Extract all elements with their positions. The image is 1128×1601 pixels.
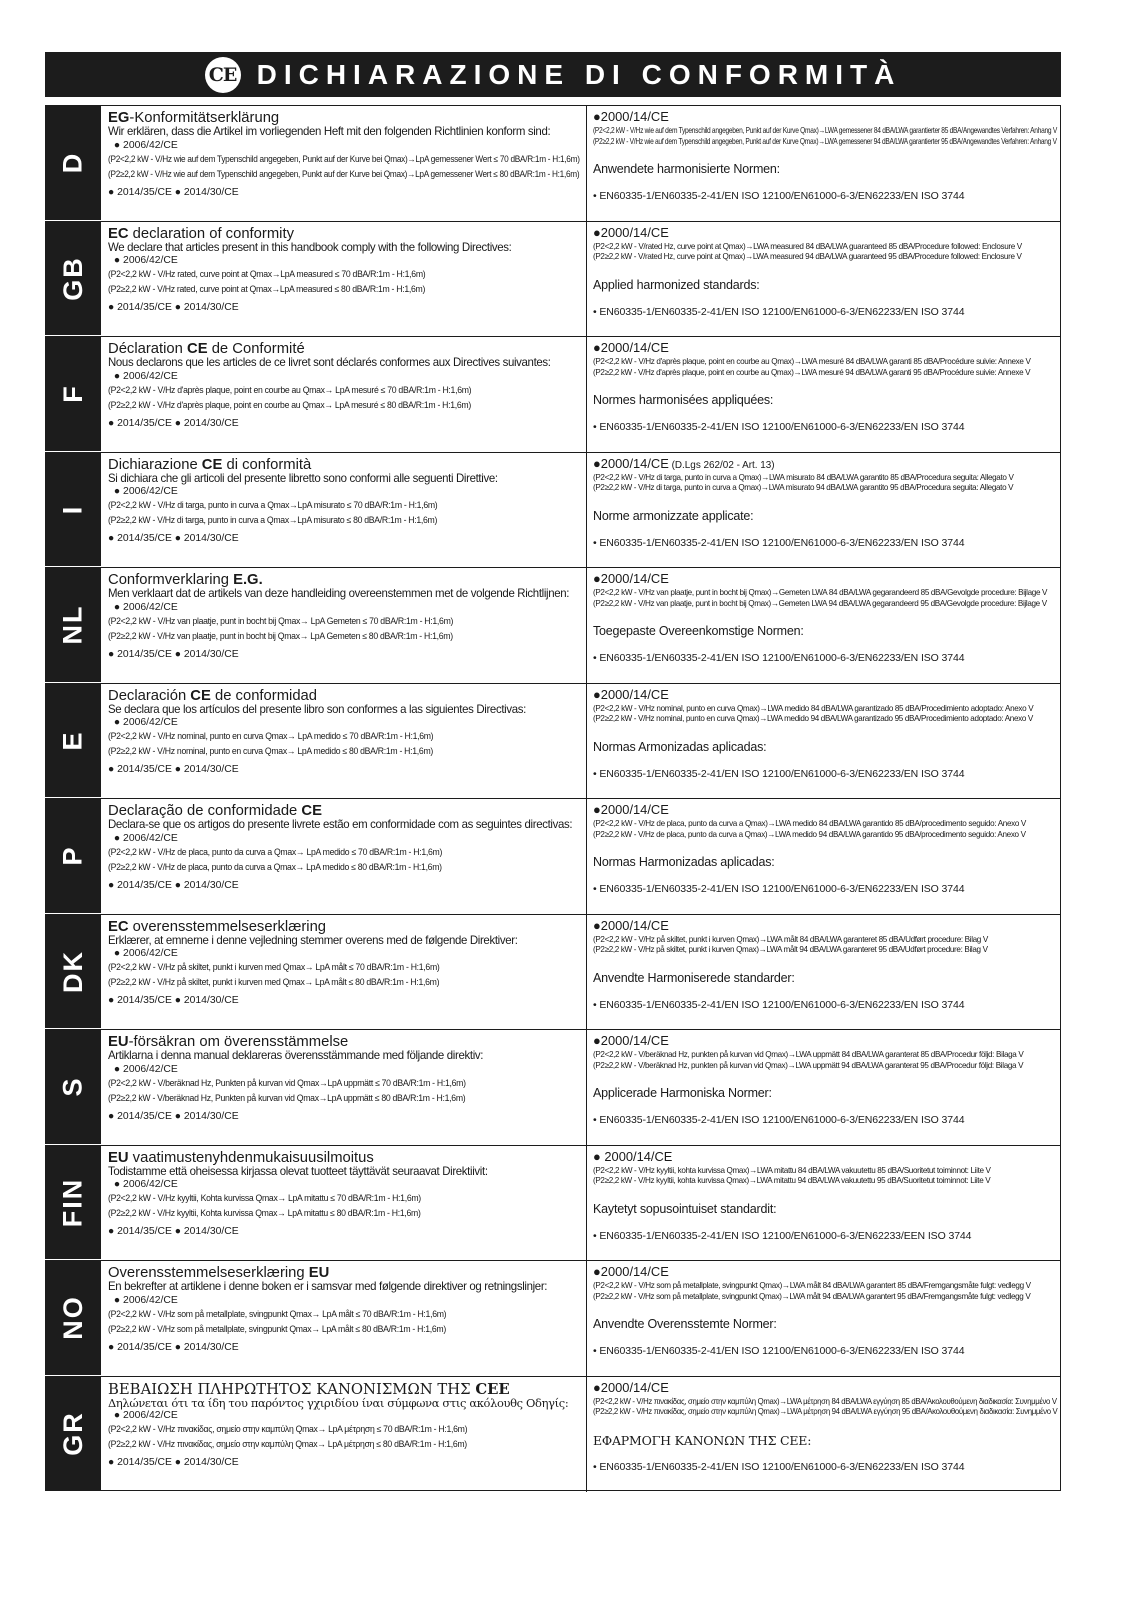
directive-machinery: ● 2006/42/CE [113,716,178,728]
language-code-cell [45,1377,101,1493]
standards-label: Applied harmonized standards: [593,277,760,292]
language-code-cell [45,799,101,914]
standards-list: • EN60335-1/EN60335-2-41/EN ISO 12100/EN61000-6-3/EN62233/EN ISO 3744 [593,767,965,780]
noise-line-low: (P2<2,2 kW - V/Hz van plaatje, punt in bocht bij Qmax→ LpA Gemeten ≤ 70 dBA/R:1m - H:1,6m) [108,615,454,626]
lwa-line-high: (P2≥2,2 kW - V/Hz kyyltii, kohta kurvissa Qmax)→LWA mitattu 94 dBA/LWA vakuutettu 95 dBA/Suoritetut toiminnot: Liite V [593,1176,991,1185]
declaration-intro: Declara-se que os artigos do presente livrete estão em conformidade com as seguintes directivas: [108,818,573,831]
directive-outdoor-noise-code: ●2000/14/CE [593,1379,669,1395]
directive-machinery: ● 2006/42/CE [113,1293,178,1306]
directive-outdoor-noise-code: ●2000/14/CE [593,1264,669,1279]
lwa-line-low: (P2<2,2 kW - V/Hz nominal, punto en curva Qmax)→LWA medido 84 dBA/LWA garantizado 85 dBA/Procedimiento adoptado: Anexo V [593,703,1034,713]
standards-list: • EN60335-1/EN60335-2-41/EN ISO 12100/EN61000-6-3/EN62233/EN ISO 3744 [593,421,965,433]
lwa-line-high: (P2≥2,2 kW - V/Hz van plaatje, punt in bocht bij Qmax)→Gemeten LWA 94 dBA/LWA gegarandeerd 95 dBA/Gevolgde procedure: Bijlage V [593,598,1047,608]
language-code: E [57,730,88,751]
standards-list: • EN60335-1/EN60335-2-41/EN ISO 12100/EN61000-6-3/EN62233/EEN ISO 3744 [593,1229,972,1242]
language-code: NO [57,1295,88,1340]
directives-lvd-emc: ● 2014/35/CE ● 2014/30/CE [108,185,239,198]
language-code-cell [45,337,101,452]
title-rest: -försäkran om överensstämmelse [128,1033,349,1050]
language-code: P [57,845,88,866]
noise-line-low: (P2<2,2 kW - V/Hz rated, curve point at Qmax→LpA measured ≤ 70 dBA/R:1m - H:1,6m) [108,269,426,279]
title-bold: CEE [475,1379,510,1398]
lwa-line-high: (P2≥2,2 kW - V/Hz wie auf dem Typenschild angegeben, Punkt auf der Kurve Qmax)→LWA gemessener 94 dBA/LWA garantierter 95 dBA/Angewandtes Verfahren: Anhang V [593,136,1057,146]
title-bold: CE [201,455,223,473]
declaration-intro: Todistamme että oheisessa kirjassa olevat tuotteet täyttävät seuraavat Direktiivit: [108,1164,488,1178]
directive-outdoor-noise-code: ●2000/14/CE [593,109,669,124]
declaration-left [101,106,587,221]
title-bold: EU [108,1148,129,1166]
standards-list: • EN60335-1/EN60335-2-41/EN ISO 12100/EN61000-6-3/EN62233/EN ISO 3744 [593,998,965,1011]
noise-line-high: (P2≥2,2 kW - V/Hz wie auf dem Typenschild angegeben, Punkt auf der Kurve bei Qmax)→LpA gemessener Wert ≤ 80 dBA/R:1m - H:1,6m) [108,168,580,179]
standards-label: Norme armonizzate applicate: [593,508,754,523]
title-prefix: Dichiarazione [108,455,202,473]
language-code: I [57,504,88,515]
lwa-line-low: (P2<2,2 kW - V/Hz kyyltii, kohta kurvissa Qmax)→LWA mitattu 84 dBA/LWA vakuutettu 85 dBA/Suoritetut toiminnot: Liite V [593,1165,991,1175]
declaration-intro: Men verklaart dat de artikels van deze handleiding overeenstemmen met de volgende Richtlijnen: [108,587,570,600]
directive-outdoor-noise-code: ●2000/14/CE [593,340,669,355]
page-title: DICHIARAZIONE DI CONFORMITÀ [256,58,902,90]
standards-label: Normas Harmonizadas aplicadas: [593,855,775,869]
directives-lvd-emc: ● 2014/35/CE ● 2014/30/CE [108,416,239,429]
noise-line-low: (P2<2,2 kW - V/Hz wie auf dem Typenschild angegeben, Punkt auf der Kurve bei Qmax)→LpA gemessener Wert ≤ 70 dBA/R:1m - H:1,6m) [108,153,580,164]
title-prefix: ΒΕΒΑΙΩΣΗ ΠΛΗΡΩΤΗΤΟΣ ΚΑΝΟΝΙΣΜΩΝ ΤΗΣ [108,1379,476,1398]
language-code: NL [57,604,88,645]
declaration-intro: Nous declarons que les articles de ce livret sont déclarés conformes aux Directives suivantes: [108,356,551,369]
noise-line-high: (P2≥2,2 kW - V/Hz πινακίδας, σημείο στην καμπύλη Qmax→ LpA μέτρηση ≤ 80 dBA/R:1m - H:1,6m) [108,1439,467,1449]
page-header [45,52,1061,97]
declaration-title [108,457,580,473]
declaration-right [587,799,1061,914]
directive-outdoor-noise [593,1265,1057,1281]
directive-outdoor-noise [593,1381,1057,1397]
declaration-right [587,684,1061,799]
standards-label: ΕΦΑΡΜΟΓΗ ΚΑΝΟΝΩΝ ΤΗΣ CEE: [593,1432,812,1448]
directive-machinery: ● 2006/42/CE [113,369,178,382]
directive-machinery: ● 2006/42/CE [113,831,178,844]
directive-outdoor-noise [593,1034,1057,1050]
declaration-table [45,105,1061,1491]
title-bold: CE [187,340,208,357]
directive-outdoor-noise-code: ●2000/14/CE [593,455,669,471]
declaration-row [45,453,1061,569]
standards-list: • EN60335-1/EN60335-2-41/EN ISO 12100/EN61000-6-3/EN62233/EN ISO 3744 [593,536,965,549]
declaration-left [101,568,587,683]
directive-outdoor-noise-code: ● 2000/14/CE [593,1148,673,1164]
declaration-row [45,1030,1061,1146]
title-rest: di conformità [222,455,312,473]
declaration-left [101,1146,587,1261]
declaration-left [101,915,587,1030]
declaration-intro: Erklærer, at emnerne i denne vejledning stemmer overens med de følgende Direktiver: [108,933,518,947]
declaration-left [101,1377,587,1493]
declaration-title [108,1265,580,1281]
standards-label: Anwendete harmonisierte Normen: [593,162,780,176]
declaration-right [587,568,1061,683]
title-rest: overensstemmelseserklæring [128,917,327,935]
language-code-cell [45,684,101,799]
lwa-line-low: (P2<2,2 kW - V/Hz d'après plaque, point en courbe au Qmax)→LWA mesuré 84 dBA/LWA garanti 85 dBA/Procédure suivie: Annexe V [593,357,1031,366]
directive-machinery: ● 2006/42/CE [113,485,178,497]
directives-lvd-emc: ● 2014/35/CE ● 2014/30/CE [108,994,239,1006]
noise-line-high: (P2≥2,2 kW - V/Hz på skiltet, punkt i kurven med Qmax→ LpA målt ≤ 80 dBA/R:1m - H:1,6m) [108,977,440,987]
directive-outdoor-noise-code: ●2000/14/CE [593,1033,669,1048]
title-bold: CE [301,802,322,819]
noise-line-high: (P2≥2,2 kW - V/Hz van plaatje, punt in bocht bij Qmax→ LpA Gemeten ≤ 80 dBA/R:1m - H:1,6m) [108,630,453,641]
language-code-cell [45,568,101,683]
title-rest: vaatimustenyhdenmukaisuusilmoitus [128,1148,374,1166]
standards-label: Anvendte Harmoniserede standarder: [593,970,795,985]
declaration-row [45,799,1061,915]
noise-line-low: (P2<2,2 kW - V/Hz di targa, punto in curva a Qmax→LpA misurato ≤ 70 dBA/R:1m - H:1,6m) [108,500,438,510]
standards-label: Normas Armonizadas aplicadas: [593,739,767,754]
title-bold: EU [108,1033,129,1050]
lwa-line-low: (P2<2,2 kW - V/beräknad Hz, punkten på kurvan vid Qmax)→LWA uppmätt 84 dBA/LWA garanterat 85 dBA/Procedur följd: Bilaga V [593,1050,1024,1059]
directive-outdoor-noise-code: ●2000/14/CE [593,917,669,933]
directives-lvd-emc: ● 2014/35/CE ● 2014/30/CE [108,647,239,660]
directive-machinery: ● 2006/42/CE [113,1409,178,1421]
directive-outdoor-noise-code: ●2000/14/CE [593,686,669,702]
declaration-left [101,1030,587,1145]
title-bold: EU [308,1264,330,1281]
declaration-intro: We declare that articles present in this handbook comply with the following Directives: [108,240,512,254]
language-code: S [57,1076,88,1097]
declaration-intro: Δηλώνεται ότι τα ίδη του παρόντος γχιριδίου ίναι σύμφωνα στις ακόλουθς Οδηγίς: [108,1395,569,1410]
lwa-line-low: (P2<2,2 kW - V/rated Hz, curve point at Qmax)→LWA measured 84 dBA/LWA guaranteed 85 dBA/Procedure followed: Enclosure V [593,241,1022,251]
title-prefix: Declaração de conformidade [108,802,302,819]
directive-machinery: ● 2006/42/CE [113,254,178,266]
lwa-line-high: (P2≥2,2 kW - V/Hz de placa, punto da curva a Qmax)→LWA medido 94 dBA/LWA garantido 95 dBA/procedimento seguido: Anexo V [593,829,1026,839]
standards-list: • EN60335-1/EN60335-2-41/EN ISO 12100/EN61000-6-3/EN62233/EN ISO 3744 [593,883,965,895]
declaration-row [45,222,1061,338]
title-bold: EG [108,109,130,126]
standards-list: • EN60335-1/EN60335-2-41/EN ISO 12100/EN61000-6-3/EN62233/EN ISO 3744 [593,305,965,318]
language-code: F [57,384,88,403]
directive-machinery: ● 2006/42/CE [113,600,178,613]
declaration-right [587,453,1061,568]
declaration-row [45,337,1061,453]
language-code-cell [45,915,101,1030]
declaration-right [587,1377,1061,1493]
lwa-line-low: (P2<2,2 kW - V/Hz di targa, punto in curva a Qmax)→LWA misurato 84 dBA/LWA garantito 85 dBA/Procedura seguita: Allegato V [593,472,1014,482]
lwa-line-high: (P2≥2,2 kW - V/Hz di targa, punto in curva a Qmax)→LWA misurato 94 dBA/LWA garantito 95 dBA/Procedura seguita: Allegato V [593,483,1014,492]
language-code: D [57,152,88,174]
noise-line-high: (P2≥2,2 kW - V/Hz som på metallplate, svingpunkt Qmax→ LpA målt ≤ 80 dBA/R:1m - H:1,6m) [108,1323,446,1334]
noise-line-low: (P2<2,2 kW - V/Hz på skiltet, punkt i kurven med Qmax→ LpA målt ≤ 70 dBA/R:1m - H:1,6m) [108,962,440,972]
lwa-line-high: (P2≥2,2 kW - V/Hz på skiltet, punkt i kurven Qmax)→LWA målt 94 dBA/LWA garanteret 95 dBA/Udført procedure: Bilag V [593,945,988,954]
language-code: GR [57,1411,88,1456]
language-code: GB [57,256,88,301]
standards-list: • EN60335-1/EN60335-2-41/EN ISO 12100/EN61000-6-3/EN62233/EN ISO 3744 [593,1345,965,1357]
lwa-line-low: (P2<2,2 kW - V/Hz van plaatje, punt in bocht bij Qmax)→Gemeten LWA 84 dBA/LWA gegarandeerd 85 dBA/Gevolgde procedure: Bijlage V [593,588,1048,597]
title-rest: de Conformité [207,340,305,357]
lwa-line-high: (P2≥2,2 kW - V/Hz d'après plaque, point en courbe au Qmax)→LWA mesuré 94 dBA/LWA garanti 95 dBA/Procédure suivie: Annexe V [593,367,1031,377]
lwa-line-low: (P2<2,2 kW - V/Hz på skiltet, punkt i kurven Qmax)→LWA målt 84 dBA/LWA garanteret 85 dBA/Udført procedure: Bilag V [593,934,988,944]
language-code-cell [45,453,101,568]
declaration-title [108,226,580,242]
declaration-title [108,803,580,819]
declaration-left [101,222,587,337]
directives-lvd-emc: ● 2014/35/CE ● 2014/30/CE [108,1225,239,1237]
noise-line-high: (P2≥2,2 kW - V/Hz rated, curve point at Qmax→LpA measured ≤ 80 dBA/R:1m - H:1,6m) [108,284,426,294]
directive-outdoor-noise [593,919,1057,935]
declaration-row [45,915,1061,1031]
directive-machinery: ● 2006/42/CE [113,138,178,151]
directive-outdoor-noise [593,110,1057,126]
language-code-cell [45,222,101,337]
ce-mark-icon: CE [205,57,241,93]
declaration-row [45,684,1061,800]
noise-line-low: (P2<2,2 kW - V/Hz nominal, punto en curva Qmax→ LpA medido ≤ 70 dBA/R:1m - H:1,6m) [108,731,434,741]
declaration-left [101,684,587,799]
standards-label: Normes harmonisées appliquées: [593,393,774,407]
lwa-line-low: (P2<2,2 kW - V/Hz πινακίδας, σημείο στην καμπύλη Qmax)→LWA μέτρηση 84 dBA/LWA εγγύηση 85 dBA/Ακολουθούμενη διαδικασία: Συνημμένο V [593,1396,1057,1406]
title-prefix: Declaración [108,686,191,704]
noise-line-high: (P2≥2,2 kW - V/Hz de placa, punto da curva a Qmax→ LpA medido ≤ 80 dBA/R:1m - H:1,6m) [108,861,442,872]
language-code: DK [57,949,88,993]
directive-note: (D.Lgs 262/02 - Art. 13) [668,459,775,471]
title-bold: CE [190,686,211,704]
noise-line-high: (P2≥2,2 kW - V/Hz d'après plaque, point en courbe au Qmax→ LpA mesuré ≤ 80 dBA/R:1m - H:1,6m) [108,399,471,410]
declaration-row [45,568,1061,684]
declaration-left [101,1261,587,1376]
standards-list: • EN60335-1/EN60335-2-41/EN ISO 12100/EN61000-6-3/EN62233/EN ISO 3744 [593,1114,965,1126]
lwa-line-low: (P2<2,2 kW - V/Hz wie auf dem Typenschild angegeben, Punkt auf der Kurve Qmax)→LWA gemessener 84 dBA/LWA garantierter 85 dBA/Angewandtes Verfahren: Anhang V [593,126,1057,135]
declaration-intro: Se declara que los artículos del presente libro son conformes a las siguientes Directivas: [108,702,526,716]
noise-line-low: (P2<2,2 kW - V/Hz kyyltii, Kohta kurvissa Qmax→ LpA mitattu ≤ 70 dBA/R:1m - H:1,6m) [108,1193,421,1203]
noise-line-high: (P2≥2,2 kW - V/Hz nominal, punto en curva Qmax→ LpA medido ≤ 80 dBA/R:1m - H:1,6m) [108,746,433,756]
title-bold: EC [108,224,129,242]
title-bold: EC [108,917,129,935]
declaration-right [587,222,1061,337]
noise-line-low: (P2<2,2 kW - V/Hz de placa, punto da curva a Qmax→ LpA medido ≤ 70 dBA/R:1m - H:1,6m) [108,846,443,857]
language-code-cell [45,1030,101,1145]
declaration-title [108,110,580,126]
directive-machinery: ● 2006/42/CE [113,947,178,959]
directive-outdoor-noise [593,803,1057,819]
standards-label: Applicerade Harmoniska Normer: [593,1086,772,1100]
language-code-cell [45,106,101,221]
declaration-title [108,1381,580,1397]
declaration-row [45,1146,1061,1262]
title-rest: -Konformitätserklärung [129,109,280,126]
title-prefix: Déclaration [108,340,188,357]
declaration-title [108,688,580,704]
title-rest: declaration of conformity [128,224,294,242]
noise-line-low: (P2<2,2 kW - V/Hz som på metallplate, svingpunkt Qmax→ LpA målt ≤ 70 dBA/R:1m - H:1,6m) [108,1308,447,1319]
directive-outdoor-noise [593,572,1057,588]
noise-line-low: (P2<2,2 kW - V/Hz πινακίδας, σημείο στην καμπύλη Qmax→ LpA μέτρηση ≤ 70 dBA/R:1m - H:1,6m) [108,1424,468,1434]
directive-outdoor-noise [593,1150,1057,1166]
declaration-title [108,1150,580,1166]
standards-label: Anvendte Overensstemte Normer: [593,1317,777,1331]
standards-label: Toegepaste Overeenkomstige Normen: [593,624,804,638]
declaration-row [45,1377,1061,1493]
directives-lvd-emc: ● 2014/35/CE ● 2014/30/CE [108,1340,239,1353]
title-prefix: Overensstemmelseserklæring [108,1264,309,1281]
declaration-title [108,572,580,588]
noise-line-high: (P2≥2,2 kW - V/beräknad Hz, Punkten på kurvan vid Qmax→LpA uppmätt ≤ 80 dBA/R:1m - H:1,6m) [108,1092,466,1103]
directives-lvd-emc: ● 2014/35/CE ● 2014/30/CE [108,301,239,313]
standards-label: Kaytetyt sopusointuiset standardit: [593,1201,777,1216]
directive-outdoor-noise [593,688,1057,704]
declaration-right [587,106,1061,221]
declaration-title [108,1034,580,1050]
directives-lvd-emc: ● 2014/35/CE ● 2014/30/CE [108,763,239,775]
directive-outdoor-noise [593,457,1057,473]
directive-outdoor-noise-code: ●2000/14/CE [593,224,669,240]
declaration-left [101,337,587,452]
language-code: FIN [57,1177,88,1227]
lwa-line-high: (P2≥2,2 kW - V/Hz som på metallplate, svingpunkt Qmax)→LWA målt 94 dBA/LWA garantert 95 dBA/Fremgangsmåte fulgt: vedlegg V [593,1291,1031,1301]
declaration-right [587,337,1061,452]
declaration-row [45,106,1061,222]
declaration-intro: En bekrefter at artiklene i denne boken er i samsvar med følgende direktiver og retningslinjer: [108,1280,548,1293]
directive-outdoor-noise-code: ●2000/14/CE [593,802,669,817]
directives-lvd-emc: ● 2014/35/CE ● 2014/30/CE [108,1456,239,1468]
directive-machinery: ● 2006/42/CE [113,1062,178,1075]
declaration-right [587,1030,1061,1145]
directive-outdoor-noise-code: ●2000/14/CE [593,571,669,586]
declaration-left [101,799,587,914]
declaration-right [587,1261,1061,1376]
declaration-intro: Artiklarna i denna manual deklareras överensstämmande med följande direktiv: [108,1049,484,1062]
title-bold: E.G. [233,571,263,588]
title-prefix: Conformverklaring [108,571,234,588]
declaration-right [587,1146,1061,1261]
language-code-cell [45,1261,101,1376]
noise-line-high: (P2≥2,2 kW - V/Hz di targa, punto in curva a Qmax→LpA misurato ≤ 80 dBA/R:1m - H:1,6m) [108,515,438,525]
declaration-row [45,1261,1061,1377]
declaration-left [101,453,587,568]
directive-machinery: ● 2006/42/CE [113,1178,178,1190]
standards-list: • EN60335-1/EN60335-2-41/EN ISO 12100/EN61000-6-3/EN62233/EN ISO 3744 [593,652,965,664]
directive-outdoor-noise [593,341,1057,357]
lwa-line-high: (P2≥2,2 kW - V/beräknad Hz, punkten på kurvan vid Qmax)→LWA uppmätt 94 dBA/LWA garanterat 95 dBA/Procedur följd: Bilaga V [593,1060,1024,1070]
title-rest: de conformidad [210,686,318,704]
lwa-line-high: (P2≥2,2 kW - V/rated Hz, curve point at Qmax)→LWA measured 94 dBA/LWA guaranteed 95 dBA/Procedure followed: Enclosure V [593,252,1022,261]
language-code-cell [45,1146,101,1261]
lwa-line-high: (P2≥2,2 kW - V/Hz nominal, punto en curva Qmax)→LWA medido 94 dBA/LWA garantizado 95 dBA/Procedimiento adoptado: Anexo V [593,714,1034,723]
standards-list: • EN60335-1/EN60335-2-41/EN ISO 12100/EN61000-6-3/EN62233/EN ISO 3744 [593,1460,965,1473]
directive-outdoor-noise [593,226,1057,242]
declaration-right [587,915,1061,1030]
noise-line-low: (P2<2,2 kW - V/Hz d'après plaque, point en courbe au Qmax→ LpA mesuré ≤ 70 dBA/R:1m - H:1,6m) [108,384,472,395]
declaration-intro: Si dichiara che gli articoli del presente libretto sono conformi alle seguenti Direttive: [108,471,498,485]
noise-line-low: (P2<2,2 kW - V/beräknad Hz, Punkten på kurvan vid Qmax→LpA uppmätt ≤ 70 dBA/R:1m - H:1,6m) [108,1077,466,1088]
lwa-line-high: (P2≥2,2 kW - V/Hz πινακίδας, σημείο στην καμπύλη Qmax)→LWA μέτρηση 94 dBA/LWA εγγύηση 95 dBA/Ακολουθούμενη διαδικασία: Συνημμένο V [593,1407,1058,1416]
noise-line-high: (P2≥2,2 kW - V/Hz kyyltii, Kohta kurvissa Qmax→ LpA mitattu ≤ 80 dBA/R:1m - H:1,6m) [108,1208,421,1218]
declaration-title [108,341,580,357]
standards-list: • EN60335-1/EN60335-2-41/EN ISO 12100/EN61000-6-3/EN62233/EN ISO 3744 [593,190,965,202]
directives-lvd-emc: ● 2014/35/CE ● 2014/30/CE [108,878,239,891]
lwa-line-low: (P2<2,2 kW - V/Hz de placa, punto da curva a Qmax)→LWA medido 84 dBA/LWA garantido 85 dBA/procedimento seguido: Anexo V [593,819,1026,828]
lwa-line-low: (P2<2,2 kW - V/Hz som på metallplate, svingpunkt Qmax)→LWA målt 84 dBA/LWA garantert 85 dBA/Fremgangsmåte fulgt: vedlegg V [593,1281,1031,1290]
declaration-title [108,919,580,935]
directives-lvd-emc: ● 2014/35/CE ● 2014/30/CE [108,532,239,544]
declaration-intro: Wir erklären, dass die Artikel im vorliegenden Heft mit den folgenden Richtlinien konform sind: [108,125,551,138]
directives-lvd-emc: ● 2014/35/CE ● 2014/30/CE [108,1109,239,1122]
